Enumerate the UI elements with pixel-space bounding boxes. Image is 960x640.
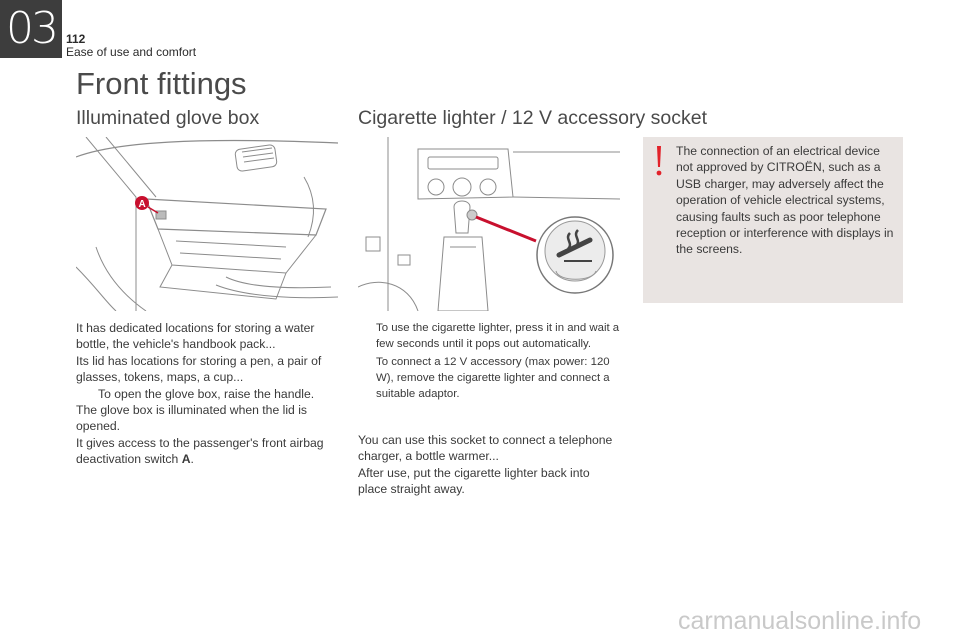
page-number: 112	[66, 32, 86, 46]
glove-box-line-3: The glove box is illuminated when the lid is opened.	[76, 403, 308, 434]
lighter-usage	[358, 432, 622, 498]
chapter-tab	[0, 0, 62, 58]
lighter-steps	[358, 320, 622, 404]
glove-box-illustration	[76, 137, 338, 311]
glove-box-bullet	[76, 386, 338, 402]
lighter-step-1	[358, 320, 622, 352]
page-title: Front fittings	[76, 66, 247, 101]
warning-text: The connection of an electrical device not approved by CITROËN, such as a USB charger, may adversely affect the operation of vehicle electrical systems, causing faults such as poor telephone reception or interference with displays in the screens.	[676, 144, 894, 257]
section-name: Ease of use and comfort	[66, 45, 197, 59]
glove-box-bullet-text: To open the glove box, raise the handle.	[98, 386, 315, 401]
glove-box-description	[76, 320, 338, 468]
lighter-heading: Cigarette lighter / 12 V accessory socket	[358, 107, 707, 129]
glove-box-line-1: It has dedicated locations for storing a water bottle, the vehicle's handbook pack...	[76, 321, 315, 352]
watermark: carmanualsonline.info	[678, 607, 922, 635]
label-a-marker: A	[138, 199, 146, 210]
glove-box-line-2: Its lid has locations for storing a pen, a pair of glasses, tokens, maps, a cup...	[76, 353, 322, 385]
glove-box-airbag-line	[76, 435, 338, 468]
lighter-usage-line-2: After use, put the cigarette lighter back into place straight away.	[358, 465, 590, 497]
airbag-ref: A	[181, 452, 191, 467]
warning-exclamation-icon	[652, 145, 666, 177]
lighter-step-2-text: To connect a 12 V accessory (max power: 120 W), remove the cigarette lighter and connect a suitable adaptor.	[376, 356, 610, 400]
lighter-step-2	[358, 354, 622, 402]
chapter-number: 03	[6, 3, 56, 54]
lighter-usage-line-1: You can use this socket to connect a telephone charger, a bottle warmer...	[358, 433, 613, 464]
airbag-text: It gives access to the passenger's front airbag deactivation switch	[76, 435, 324, 467]
lighter-step-1-text: To use the cigarette lighter, press it in and wait a few seconds until it pops out automatically.	[376, 322, 620, 350]
lighter-illustration	[358, 137, 620, 311]
glove-box-heading: Illuminated glove box	[76, 107, 260, 129]
airbag-end: .	[190, 452, 194, 467]
